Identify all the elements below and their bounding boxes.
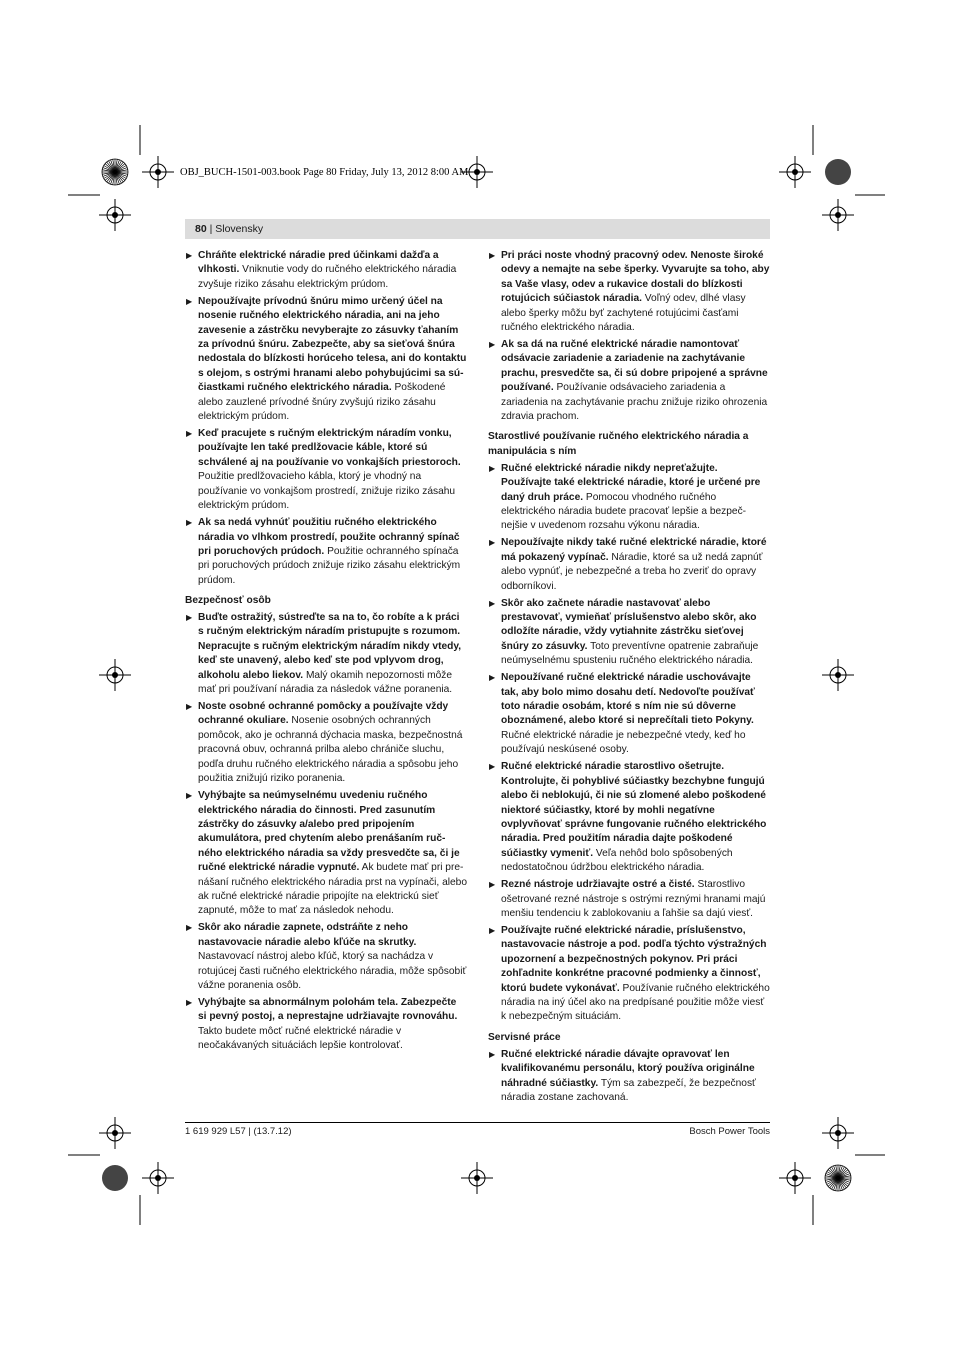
item-bold-text: Nepoužívajte nikdy také ručné elektrické náradie, ktoré má pokazený vypínač. <box>501 537 767 563</box>
footer-divider <box>185 1122 770 1123</box>
item-bold-text: Ak sa dá na ručné elektrické náradie namontovať odsávacie zariadenie a zariadenie na zachytávanie prachu, presvedčte sa, či sú dobre pripojené a správne používané. <box>501 339 768 394</box>
item-text: Nastavovací nástroj alebo kľúč, ktorý sa nachádza v rotujúcej časti ručného elektrického náradia, môže spôsobiť vážne poranenia osôb. <box>198 951 467 991</box>
section-heading: Bezpečnosť osôb <box>185 595 271 607</box>
item-text: Používanie odsávacieho zariadenia a zariadenia na zachytávanie prachu znižuje riziko ohrozenia zdravia prachom. <box>501 382 768 423</box>
bullet-triangle-icon: ▶ <box>186 997 193 1007</box>
item-bold-text: Rezné nástroje udržiavajte ostré a čisté. <box>501 879 695 891</box>
bullet-triangle-icon: ▶ <box>489 1049 496 1059</box>
list-item <box>185 611 467 697</box>
bullet-triangle-icon: ▶ <box>489 673 496 683</box>
list-item <box>185 996 467 1054</box>
bullet-triangle-icon: ▶ <box>489 463 496 473</box>
item-bold-text: Vyhýbajte sa neúmyselnému uvedeniu ručného elektrického náradia do činnosti. Pred zasunutím zástrčky do zásuvky a/alebo pred pripojením akumulátora, pred chytením alebo prenášaním ruč-ného elektrického náradia sa vždy presvedčte sa, či je ručné elektrické náradie vypnuté. <box>198 790 460 874</box>
footer-brand: Bosch Power Tools <box>689 1126 770 1137</box>
list-item <box>488 1048 770 1106</box>
list-item <box>488 760 770 875</box>
item-bold-text: Skôr ako náradie zapnete, odstráňte z neho nastavovacie náradie alebo kľúče na skrutky. <box>198 922 417 948</box>
bullet-triangle-icon: ▶ <box>186 702 193 712</box>
item-text: Veľa nehôd bolo spôsobených nedostatočnou údržbou elektrického náradia. <box>501 847 733 874</box>
header-separator: | <box>206 223 216 235</box>
bullet-triangle-icon: ▶ <box>186 429 193 439</box>
item-bold-text: Ak sa nedá vyhnúť použitiu ručného elektrického náradia vo vlhkom prostredí, použite ochranný spínač pri poruchových prúdoch. <box>198 517 460 557</box>
header-language: Slovensky <box>215 223 264 235</box>
item-text: Používanie ručného elektrického náradia na iný účel ako na predpísané použitie môže viesť k nebezpečným situáciám. <box>501 982 770 1023</box>
item-text: Tým sa zabezpečí, že bezpečnosť náradia zostane zachovaná. <box>501 1077 756 1103</box>
list-item <box>488 536 770 594</box>
item-text: Poškodené alebo zauzlené prívodné šnúry zvyšujú riziko zásahu elektrickým prúdom. <box>198 382 446 423</box>
list-item <box>488 338 770 424</box>
bullet-triangle-icon: ▶ <box>186 923 193 933</box>
right-column <box>488 249 770 1108</box>
item-bold-text: Ručné elektrické náradie dávajte opravovať len kvalifikovanému personálu, ktorý používa originálne náhradné súčiastky. <box>501 1048 755 1089</box>
item-bold-text: Noste osobné ochranné pomôcky a používajte vždy ochranné okuliare. <box>198 701 449 727</box>
bullet-triangle-icon: ▶ <box>489 762 496 772</box>
bullet-triangle-icon: ▶ <box>489 251 496 260</box>
item-bold-text: Nepoužívajte prívodnú šnúru mimo určený účel na nosenie ručného elektrického náradia, ani na jeho zavesenie a zástrčku nevyberajte zo zásuvky ťahaním za prívodnú šnúru. Zabezpečte, aby sa sieťová šnúra nedostala do blízkosti horúceho telesa, ani do kontaktu s olejom, s ostrými hranami alebo pohybujúcimi sa sú-čiastkami ručného elektrického náradia. <box>198 295 467 394</box>
section-heading: Servisné práce <box>488 1031 561 1043</box>
item-bold-text: Pri práci noste vhodný pracovný odev. Nenoste široké odevy a nemajte na sebe šperky. Vyvarujte sa toho, aby sa Vaše vlasy, odev a rukavice dostali do blízkosti rotujúcich súčiastok náradia. <box>501 250 770 305</box>
list-item <box>185 700 467 786</box>
item-bold-text: Ručné elektrické náradie starostlivo ošetrujte. Kontrolujte, či pohyblivé súčiastky bezchybne fungujú alebo či neblokujú, či nie sú zlomené alebo poškodené niektoré súčiastky, ktoré by mohli negatívne ovplyvňovať správne fungovanie ručného elektrického náradia. Pred použitím náradia dajte poškodené súčiastky vymeniť. <box>501 761 767 859</box>
item-text: Vniknutie vody do ručného elektrického náradia zvyšuje riziko zásahu elektrickým prúdom. <box>198 264 457 290</box>
left-column <box>185 249 467 1056</box>
bullet-triangle-icon: ▶ <box>186 613 193 623</box>
item-bold-text: Nepoužívané ručné elektrické náradie uschovávajte tak, aby bolo mimo dosahu detí. Nedovoľte používať toto náradie osobám, ktoré s ním nie sú dôverne oboznámené, alebo ktoré si neprečítali tieto Pokyny. <box>501 672 755 727</box>
list-item <box>488 597 770 669</box>
item-bold-text: Keď pracujete s ručným elektrickým náradím vonku, používajte len také predlžovacie káble, ktoré sú schválené aj na používanie vo vonkajších priestoroch. <box>198 428 461 468</box>
bullet-triangle-icon: ▶ <box>186 791 193 801</box>
list-item <box>185 789 467 919</box>
item-text: Starostlivo ošetrované rezné nástroje s ostrými reznými hranami majú menšiu tendenciu k zablokovaniu a ľahšie sa dajú viesť. <box>501 879 766 919</box>
item-bold-text: Ručné elektrické náradie nikdy nepreťažujte. Používajte také elektrické náradie, ktoré je určené pre daný druh práce. <box>501 462 761 503</box>
page-number: 80 <box>195 223 207 235</box>
list-item <box>488 878 770 921</box>
item-text: Ručné elektrické náradie je nebezpečné vtedy, keď ho používajú neskúsené osoby. <box>501 729 746 756</box>
bullet-triangle-icon: ▶ <box>186 518 193 528</box>
list-item <box>185 921 467 993</box>
page-header <box>185 219 770 239</box>
item-bold-text: Chráňte elektrické náradie pred účinkami dažďa a vlhkosti. <box>198 250 439 276</box>
bullet-triangle-icon: ▶ <box>186 251 193 260</box>
list-item <box>185 249 467 292</box>
bullet-triangle-icon: ▶ <box>489 880 496 890</box>
item-text: Voľný odev, dlhé vlasy alebo šperky môžu byť zachytené rotujúcimi časťami ručného elektrického náradia. <box>501 293 746 334</box>
list-item <box>488 924 770 1025</box>
list-item <box>185 427 467 513</box>
item-text: Nosenie osobných ochranných pomôcok, ako je ochranná dýchacia maska, bezpečnostná pracovná obuv, ochranná prilba alebo chrániče sluchu, podľa druhu ručného elektrického náradia a spôsobu jeho použitia znižujú riziko poranenia. <box>198 715 463 785</box>
list-item <box>488 462 770 534</box>
item-bold-text: Buďte ostražitý, sústreďte sa na to, čo robíte a k práci s ručným elektrickým náradím pristupujte s rozumom. Nepracujte s ručným elektrickým náradím nikdy vtedy, keď ste unavený, alebo keď ste pod vplyvom drog, alkoholu alebo liekov. <box>198 612 462 681</box>
section-heading: Starostlivé používanie ručného elektrického náradia a manipulácia s ním <box>488 431 749 457</box>
list-item <box>185 516 467 588</box>
item-bold-text: Vyhýbajte sa abnormálnym polohám tela. Zabezpečte si pevný postoj, a neprestajne udržiavajte rovnováhu. <box>198 996 458 1023</box>
item-text: Toto preventívne opatrenie zabraňuje neúmyselnému spusteniu ručného elektrického náradia. <box>501 640 759 667</box>
bullet-triangle-icon: ▶ <box>186 296 193 306</box>
item-text: Malý okamih nepozornosti môže mať pri používaní náradia za následok vážne poranenia. <box>198 669 453 696</box>
item-text: Ak budete mať pri pre-nášaní ručného elektrického náradia prst na vypínači, alebo ak ručné elektrické náradie pripojíte na elektrickú sieť zapnuté, môže to mať za následok nehodu. <box>198 862 468 917</box>
list-item <box>185 295 467 425</box>
item-text: Pomocou vhodného ručného elektrického náradia budete pracovať lepšie a bezpeč-nejšie v uvedenom rozsahu výkonu náradia. <box>501 491 747 532</box>
item-text: Náradie, ktoré sa už nedá zapnúť alebo vypnúť, je nebezpečné a treba ho zveriť do opravy odborníkovi. <box>501 551 763 592</box>
list-item <box>488 249 770 335</box>
book-file-info: OBJ_BUCH-1501-003.book Page 80 Friday, July 13, 2012 8:00 AM <box>180 167 469 178</box>
bullet-triangle-icon: ▶ <box>489 925 496 935</box>
item-text: Použitie predlžovacieho kábla, ktorý je vhodný na používanie vo vonkajšom prostredí, znižuje riziko zásahu elektrickým prúdom. <box>198 471 456 512</box>
item-text: Takto budete môcť ručné elektrické náradie v neočakávaných situáciách lepšie kontrolovať. <box>198 1025 403 1052</box>
bullet-triangle-icon: ▶ <box>489 538 496 548</box>
list-item <box>488 671 770 757</box>
footer-doc-number: 1 619 929 L57 | (13.7.12) <box>185 1126 292 1137</box>
item-bold-text: Skôr ako začnete náradie nastavovať alebo prestavovať, vymieňať príslušenstvo alebo skôr, ako odložíte náradie, vždy vytiahnite zástrčku sieťovej šnúry zo zásuvky. <box>501 597 757 652</box>
bullet-triangle-icon: ▶ <box>489 340 496 350</box>
item-bold-text: Používajte ručné elektrické náradie, príslušenstvo, nastavovacie nástroje a pod. podľa týchto výstražných upozornení a bezpečnostných pokynov. Pri práci zohľadnite konkrétne pracovné podmienky a činnosť, ktorú budete vykonávať. <box>501 924 767 994</box>
bullet-triangle-icon: ▶ <box>489 598 496 608</box>
item-text: Použitie ochranného spínača pri poruchových prúdoch znižuje riziko zásahu elektrickým prúdom. <box>198 545 461 586</box>
